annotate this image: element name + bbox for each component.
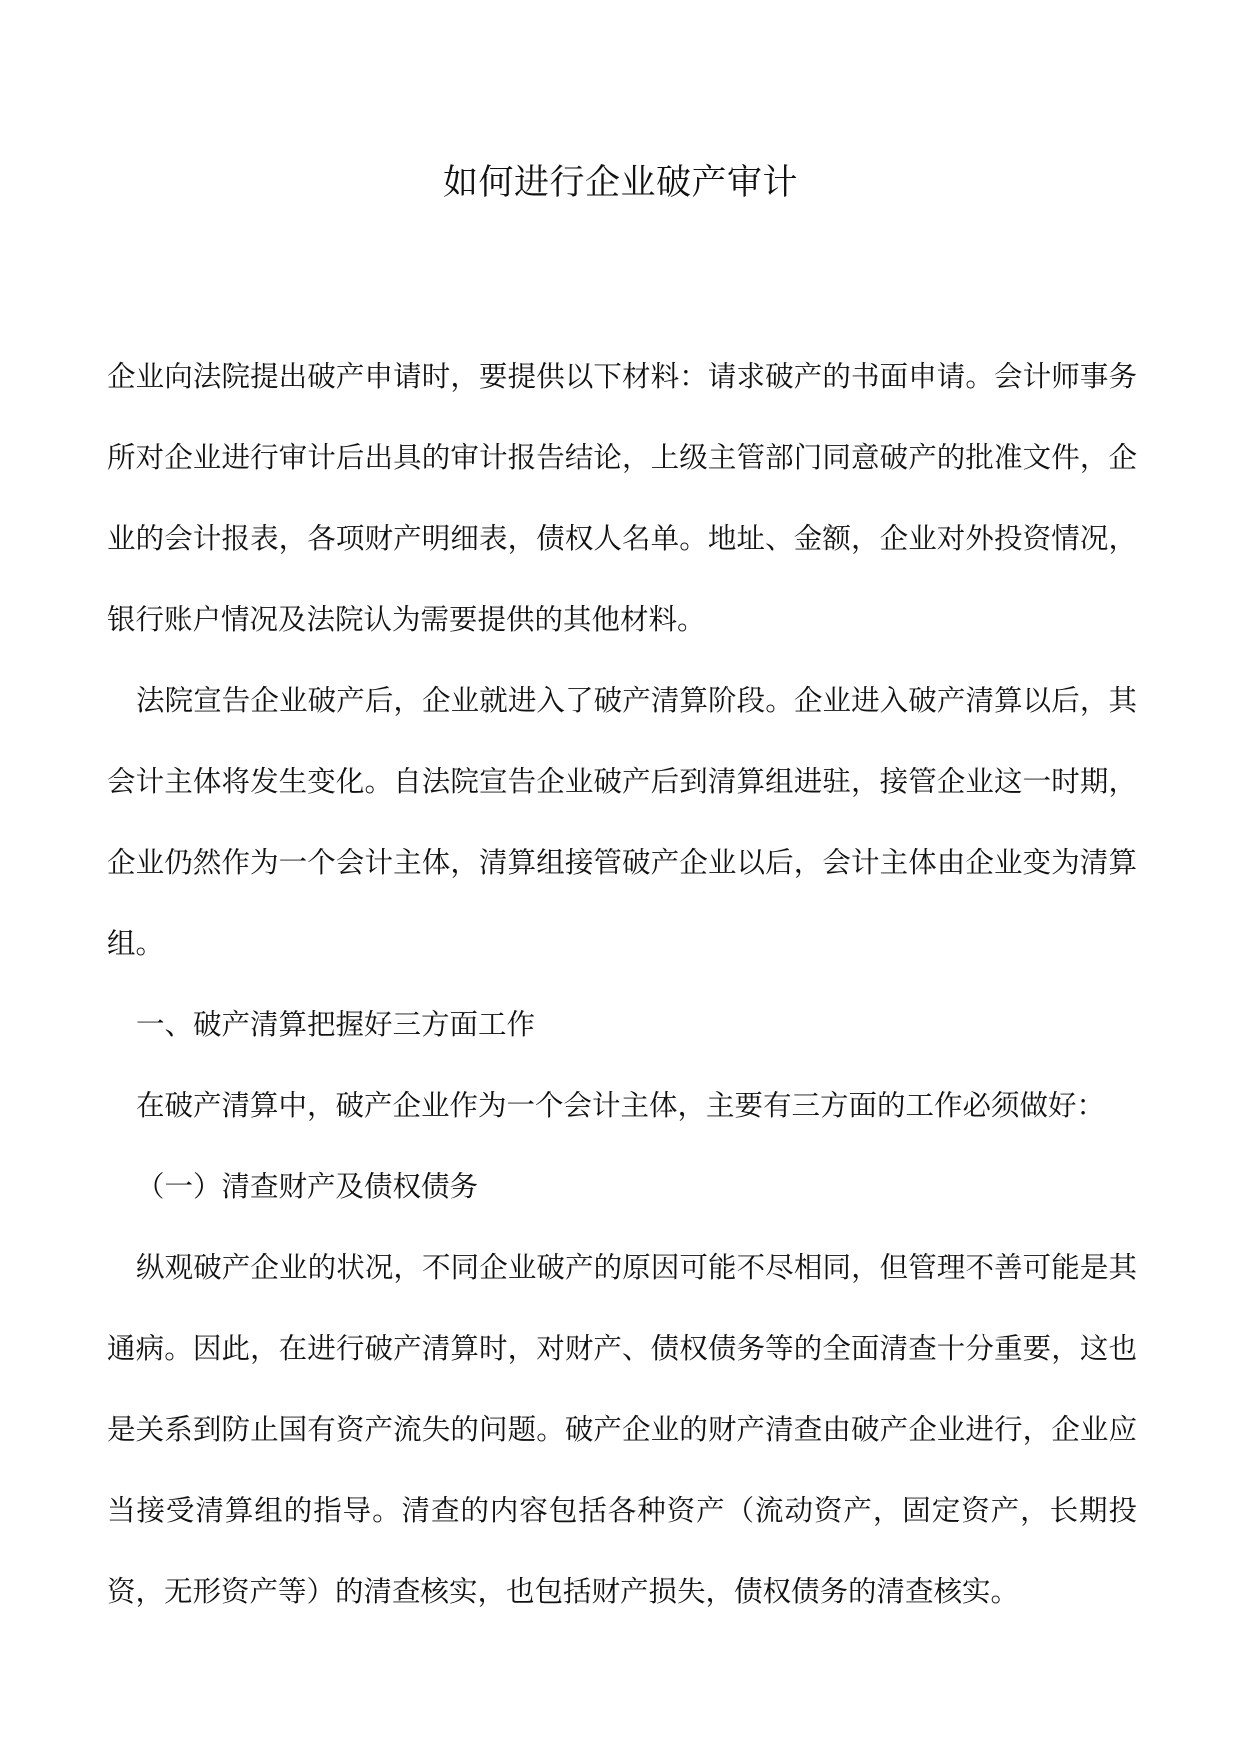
document-title: 如何进行企业破产审计	[442, 163, 798, 203]
section-heading-three-tasks: 一、破产清算把握好三方面工作	[136, 1008, 536, 1041]
paragraph-asset-inventory: 纵观破产企业的状况，不同企业破产的原因可能不尽相同，但管理不善可能是其通病。因此，在进行破产清算时，对财产、债权债务等的全面清查十分重要，这也是关系到防止国有资产流失的问题。破产企业的财产清查由破产企业进行，企业应当接受清算组的指导。清查的内容包括各种资产（流动资产，固定资产，长期投资，无形资产等）的清查核实，也包括财产损失，债权债务的清查核实。	[107, 1251, 1137, 1608]
paragraph-liquidation-stage: 法院宣告企业破产后，企业就进入了破产清算阶段。企业进入破产清算以后，其会计主体将发生变化。自法院宣告企业破产后到清算组进驻，接管企业这一时期，企业仍然作为一个会计主体，清算组接管破产企业以后，会计主体由企业变为清算组。	[107, 684, 1137, 960]
paragraph-application-materials: 企业向法院提出破产申请时，要提供以下材料：请求破产的书面申请。会计师事务所对企业进行审计后出具的审计报告结论，上级主管部门同意破产的批准文件，企业的会计报表，各项财产明细表，债权人名单。地址、金额，企业对外投资情况，银行账户情况及法院认为需要提供的其他材料。	[107, 360, 1137, 636]
document-body	[107, 336, 1137, 1632]
subsection-heading-asset-inventory: （一）清查财产及债权债务	[136, 1170, 479, 1203]
paragraph-three-tasks-intro: 在破产清算中，破产企业作为一个会计主体，主要有三方面的工作必须做好：	[136, 1089, 1106, 1122]
